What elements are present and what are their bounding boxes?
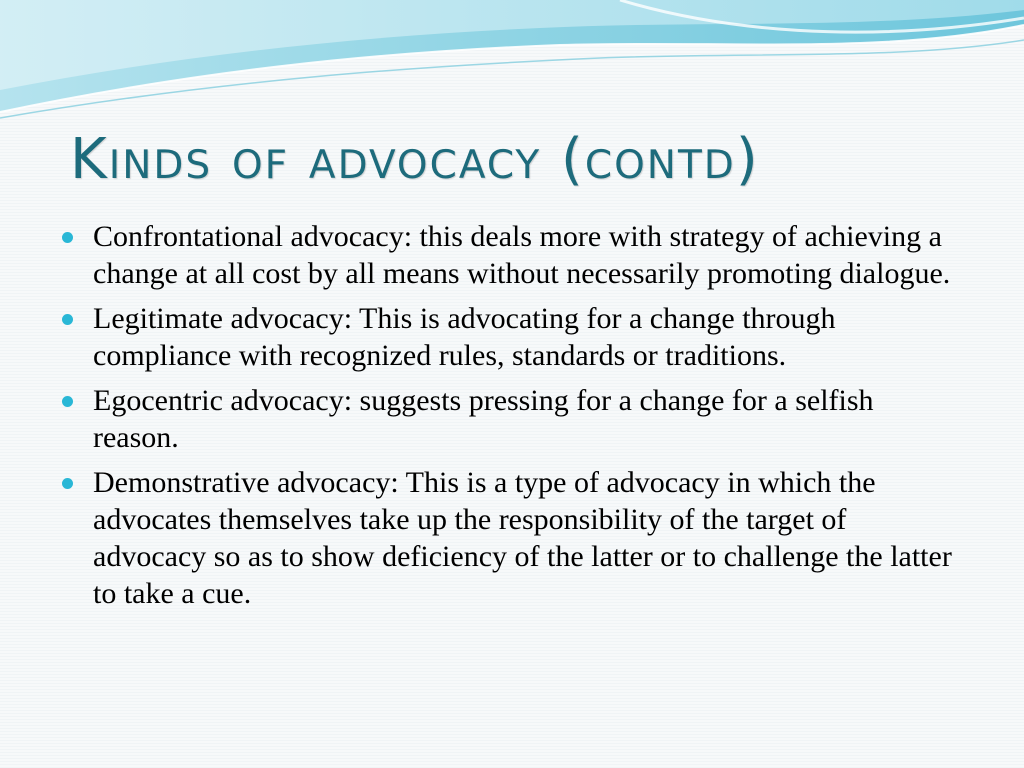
bullet-dot-icon bbox=[62, 314, 73, 325]
bullet-text: Confrontational advocacy: this deals more with strategy of achieving a change at all cost by all means without necessarily promoting dialogue. bbox=[93, 220, 951, 290]
bullet-dot-icon bbox=[62, 396, 73, 407]
bullet-text: Demonstrative advocacy: This is a type of advocacy in which the advocates themselves take up the responsibility of the target of advocacy so as to show deficiency of the latter or to challenge the latter to take a cue. bbox=[93, 466, 952, 610]
header-wave-decoration bbox=[0, 0, 1024, 130]
bullet-list bbox=[62, 218, 962, 620]
bullet-item-confrontational bbox=[62, 218, 962, 292]
bullet-text: Legitimate advocacy: This is advocating for a change through compliance with recognized rules, standards or traditions. bbox=[93, 302, 836, 372]
slide-title: Kinds of advocacy (contd) bbox=[70, 127, 760, 192]
bullet-item-legitimate bbox=[62, 300, 962, 374]
bullet-item-egocentric bbox=[62, 382, 962, 456]
bullet-text: Egocentric advocacy: suggests pressing for a change for a selfish reason. bbox=[93, 384, 874, 454]
bullet-dot-icon bbox=[62, 478, 73, 489]
bullet-dot-icon bbox=[62, 232, 73, 243]
bullet-item-demonstrative bbox=[62, 464, 962, 612]
